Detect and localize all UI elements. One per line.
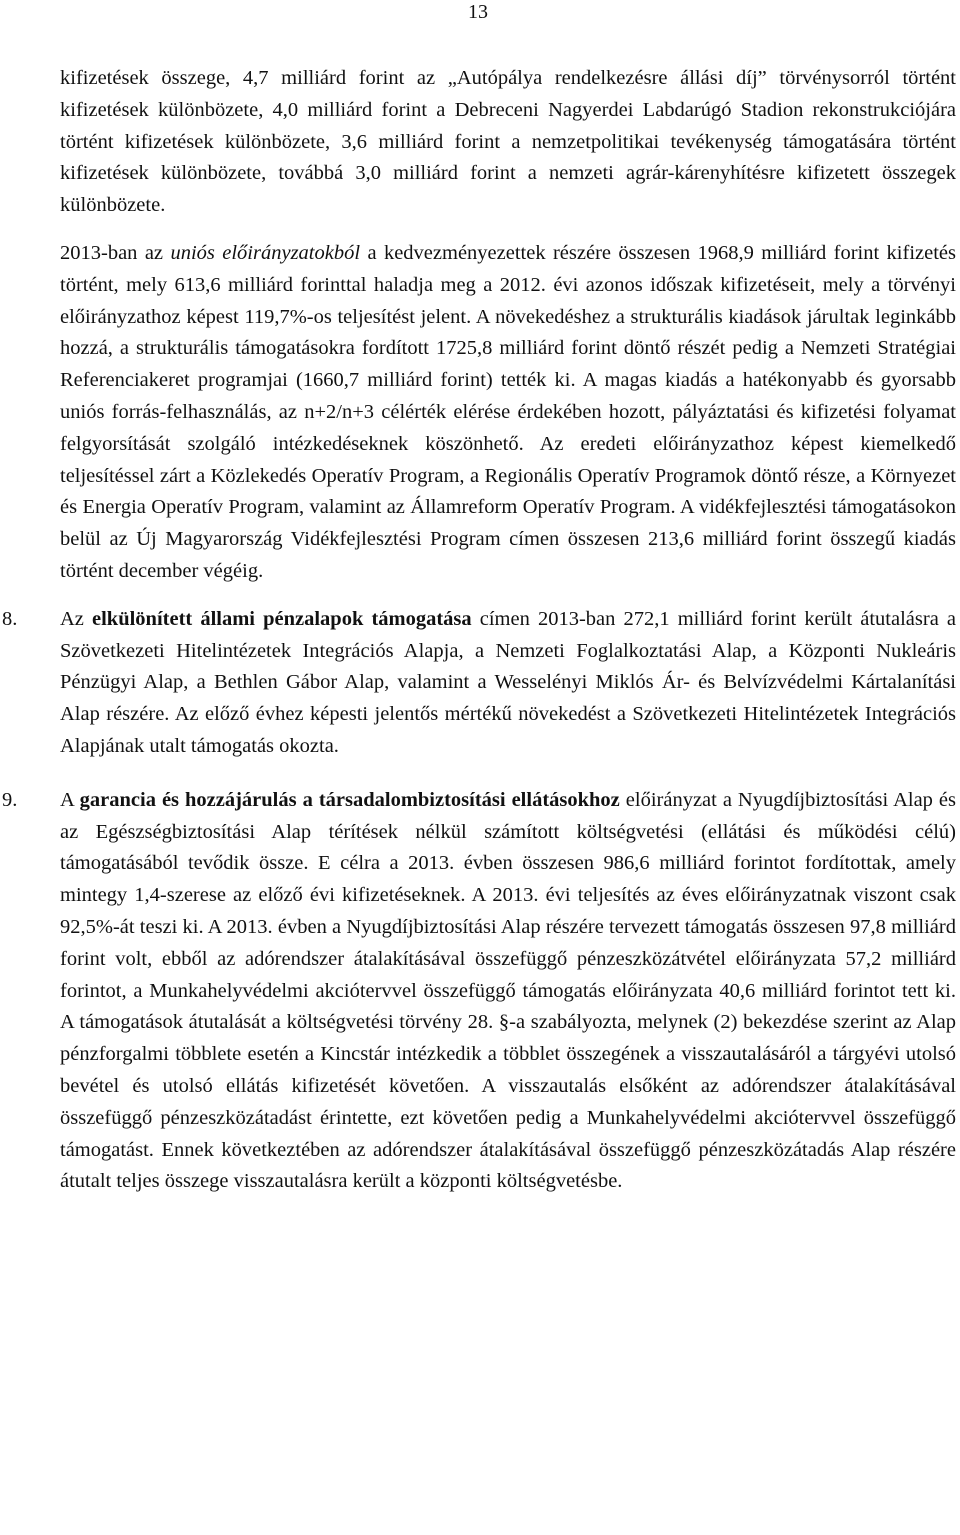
list-item-9 <box>2 785 956 1198</box>
list-item-8-lead: Az <box>60 607 93 630</box>
page-number: 13 <box>468 1 488 23</box>
list-item-8 <box>2 604 956 763</box>
paragraph-eu-rest: a kedvezményezettek részére összesen 1968,9 milliárd forint kifizetés történt, mely 613,6 milliárd forinttal haladja meg a 2012. évi azonos időszak kifizetéseit, mely a törvényi előirányzathoz képest 119,7%-os teljesítést jelent. A növekedéshez a strukturális kiadások járultak leginkább hozzá, a strukturális támogatásokra fordított 1725,8 milliárd forint döntő részét pedig a Nemzeti Stratégiai Referenciakeret programjai (1660,7 milliárd forint) tették ki. A magas kiadás a hatékonyabb és gyorsabb uniós forrás-felhasználás, az n+2/n+3 célérték elérése érdekében hozott, pályáztatási és kifizetési folyamat felgyorsítását szolgáló intézkedéseknek köszönhető. Az eredeti előirányzathoz képest kiemelkedő teljesítéssel zárt a Közlekedés Operatív Program, a Regionális Operatív Programok döntő része, a Környezet és Energia Operatív Program, valamint az Államreform Operatív Program. A vidékfejlesztési támogatásokon belül az Új Magyarország Vidékfejlesztési Program címen összesen 213,6 milliárd forint összegű kiadás történt december végéig. <box>60 241 956 582</box>
list-item-8-bold: elkülönített állami pénzalapok támogatása <box>92 607 472 630</box>
list-item-9-lead: A <box>60 788 80 811</box>
list-item-9-number: 9. <box>2 788 18 811</box>
list-item-8-rest: címen 2013-ban 272,1 milliárd forint került átutalásra a Szövetkezeti Hitelintézetek Integrációs Alapja, a Nemzeti Foglalkoztatási Alap, a Központi Nukleáris Pénzügyi Alap, a Bethlen Gábor Alap, valamint a Wesselényi Miklós Ár- és Belvízvédelmi Kártalanítási Alap részére. Az előző évhez képesti jelentős mértékű növekedést a Szövetkezeti Hitelintézetek Integrációs Alapjának utalt támogatás okozta. <box>60 607 956 757</box>
list-item-9-rest: előirányzat a Nyugdíjbiztosítási Alap és az Egészségbiztosítási Alap térítések nélkül számított költségvetési (ellátási és működési célú) támogatásából tevődik össze. E célra a 2013. évben összesen 986,6 milliárd forintot fordítottak, amely mintegy 1,4-szerese az előző évi kifizetéseknek. A 2013. évi teljesítés az éves előirányzatnak viszont csak 92,5%-át teszi ki. A 2013. évben a Nyugdíjbiztosítási Alap részére tervezett támogatás összesen 97,8 milliárd forint volt, ebből az adórendszer átalakításával összefüggő pénzeszközátvétel előirányzata 57,2 milliárd forintot, a Munkahelyvédelmi akciótervvel összefüggő támogatás előirányzata 40,6 milliárd forintot tett ki. A támogatások átutalását a költségvetési törvény 28. §-a szabályozta, melynek (2) bekezdése szerint az Alap pénzforgalmi többlete esetén a Kincstár intézkedik a többlet összegének a visszautalásáról a tárgyévi utolsó bevétel és utolsó ellátás kifizetését követően. A visszautalás elsőként az adórendszer átalakításával összefüggő pénzeszközátadást érintette, ezt követően pedig a Munkahelyvédelmi akciótervvel összefüggő támogatást. Ennek következtében az adórendszer átalakításával összefüggő pénzeszközátadás Alap részére átutalt teljes összege visszautalásra került a központi költségvetésbe. <box>60 788 956 1193</box>
paragraph-eu-appropriations <box>60 238 956 588</box>
list-item-9-bold: garancia és hozzájárulás a társadalombiztosítási ellátásokhoz <box>79 788 620 811</box>
paragraph-eu-lead: 2013-ban az <box>60 241 171 264</box>
list-item-8-number: 8. <box>2 607 18 630</box>
paragraph-continuation: kifizetések összege, 4,7 milliárd forint az „Autópálya rendelkezésre állási díj” törvénysorról történt kifizetések különbözete, 4,0 milliárd forint a Debreceni Nagyerdei Labdarúgó Stadion rekonstrukciójára történt kifizetések különbözete, 3,6 milliárd forint a nemzetpolitikai tevékenység támogatására történt kifizetések különbözete, továbbá 3,0 milliárd forint a nemzeti agrár-kárenyhítésre kifizetett összegek különbözete. <box>60 67 956 217</box>
paragraph-eu-italic: uniós előirányzatokból <box>170 241 361 264</box>
document-body <box>2 63 956 1198</box>
